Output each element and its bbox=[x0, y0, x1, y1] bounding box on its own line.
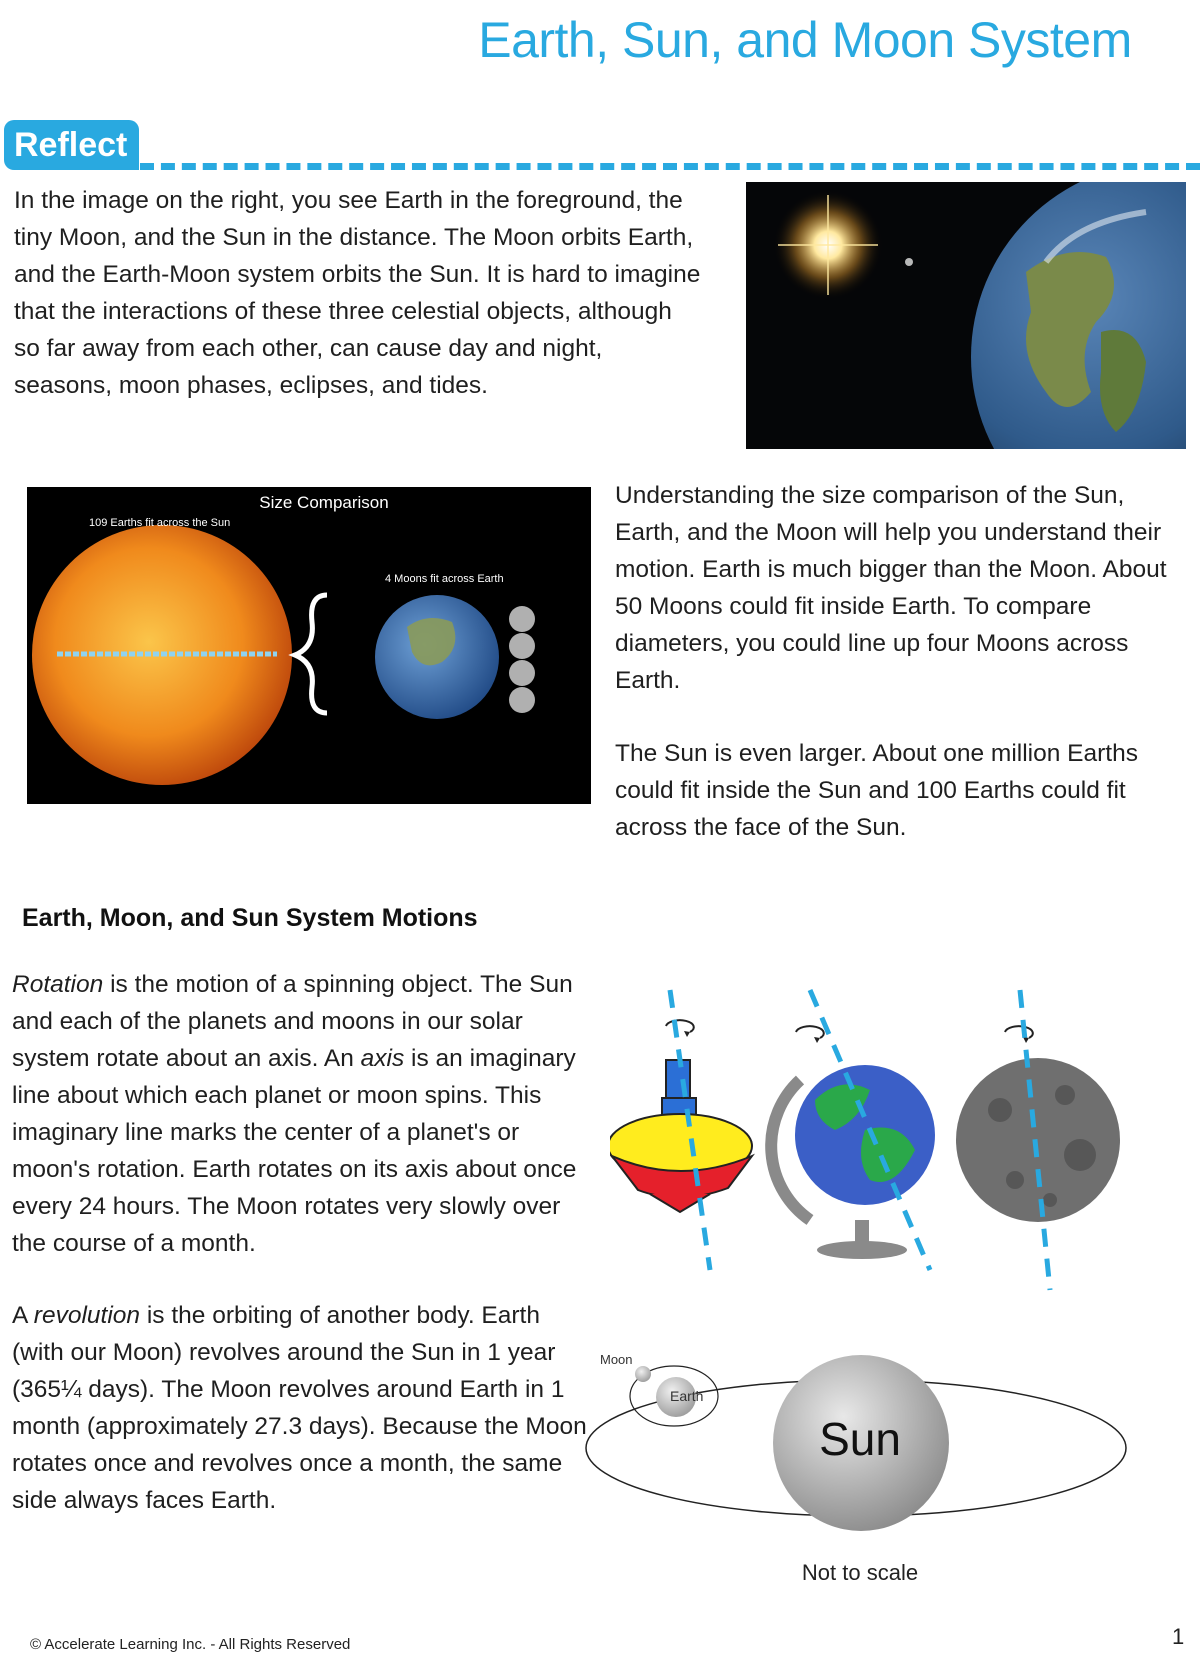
revolution-text: is the orbiting of another body. Earth (with our Moon) revolves around the Sun in 1 year (365¼ days). The Moon revolves around Earth in 1 month (approximately 27.3 days). Because the Moon rotates once and revolves once a month, the same side always faces Earth. bbox=[12, 1302, 587, 1514]
footer-copyright: © Accelerate Learning Inc. - All Rights Reserved bbox=[30, 1636, 351, 1653]
orbit-moon-label: Moon bbox=[600, 1352, 633, 1367]
size-text-block bbox=[615, 477, 1195, 846]
moon-disc bbox=[509, 687, 535, 713]
moon-dot bbox=[905, 258, 913, 266]
spinning-top-illustration bbox=[610, 990, 752, 1270]
rotation-text-1: is the motion of a spinning object. The Sun and each of the planets and moons in our solar system rotate about an axis. An bbox=[12, 971, 573, 1072]
orbit-sun-label: Sun bbox=[819, 1413, 901, 1465]
globe-illustration bbox=[771, 990, 935, 1270]
moon-rotation-illustration bbox=[956, 990, 1120, 1290]
moon-disc bbox=[509, 606, 535, 632]
page-title: Earth, Sun, and Moon System bbox=[478, 12, 1132, 68]
motions-heading: Earth, Moon, and Sun System Motions bbox=[22, 904, 478, 932]
reflect-tab: Reflect bbox=[4, 120, 139, 170]
moon-disc bbox=[509, 633, 535, 659]
intro-paragraph: In the image on the right, you see Earth in the foreground, the tiny Moon, and the Sun in the distance. The Moon orbits Earth, and the Earth-Moon system orbits the Sun. It is hard to imagine that the interactions of these three celestial objects, although so far away from each other, can cause day and night, seasons, moon phases, eclipses, and tides. bbox=[14, 187, 701, 399]
revolution-term: revolution bbox=[33, 1302, 141, 1329]
rotation-text-2: is an imaginary line about which each planet or moon spins. This imaginary line marks the center of a planet's or moon's rotation. Earth rotates on its axis about once every 24 hours. The Moon rotates very slowly over the course of a month. bbox=[12, 1045, 577, 1257]
moon-sphere bbox=[635, 1366, 651, 1382]
size-image-title: Size Comparison bbox=[259, 493, 389, 512]
orbit-earth-label: Earth bbox=[670, 1388, 704, 1404]
axis-term: axis bbox=[360, 1045, 405, 1072]
page-number: 1 bbox=[1172, 1624, 1185, 1649]
section-divider bbox=[140, 163, 1200, 170]
rotation-illustrations bbox=[610, 980, 1130, 1300]
rotation-paragraph bbox=[12, 966, 587, 1262]
earth-caption: 4 Moons fit across Earth bbox=[385, 573, 504, 585]
sun-caption: 109 Earths fit across the Sun bbox=[89, 517, 231, 529]
size-paragraph-2: The Sun is even larger. About one million Earths could fit inside the Sun and 100 Earths could fit across the face of the Sun. bbox=[615, 740, 1138, 841]
revolution-paragraph bbox=[12, 1297, 587, 1519]
moon-disc bbox=[509, 660, 535, 686]
orbit-caption: Not to scale bbox=[801, 1560, 919, 1585]
revolution-prefix: A bbox=[12, 1302, 34, 1329]
size-comparison-image bbox=[27, 487, 591, 804]
rotation-term: Rotation bbox=[12, 971, 104, 998]
earth-moon-sun-photo bbox=[746, 182, 1186, 449]
size-paragraph-1: Understanding the size comparison of the Sun, Earth, and the Moon will help you understand their motion. Earth is much bigger than the Moon. About 50 Moons could fit inside Earth. To compare diameters, you could line up four Moons across Earth. bbox=[615, 482, 1167, 694]
